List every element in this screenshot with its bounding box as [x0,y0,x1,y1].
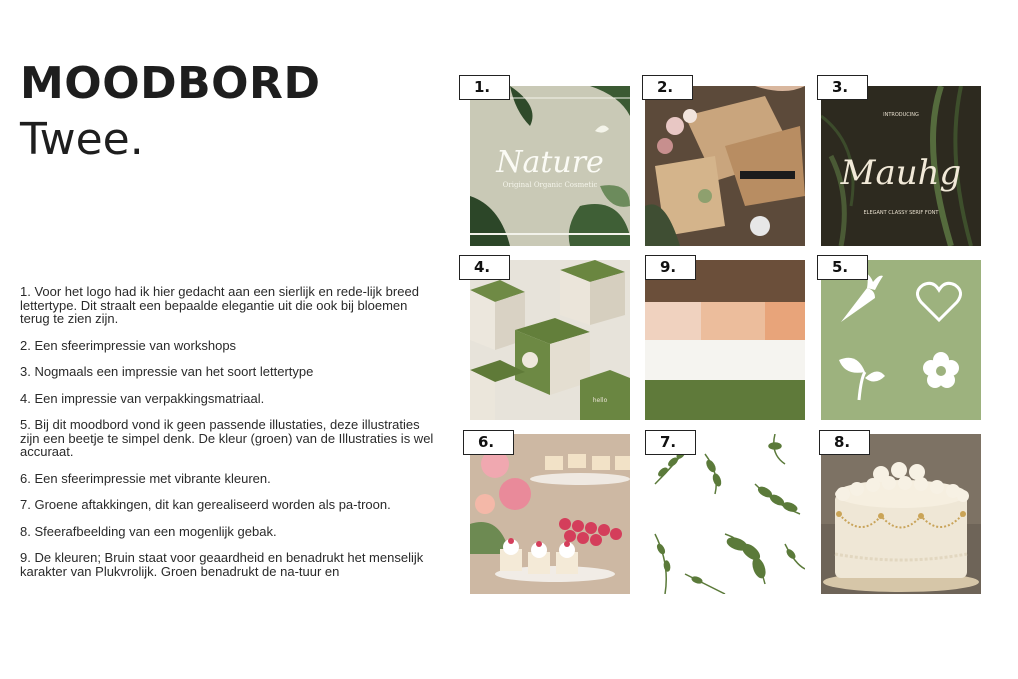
nature-logo-subtext: Original Organic Cosmetic [502,181,598,189]
note-8: 8. Sfeerafbeelding van een mogenlijk gebak. [20,523,277,539]
moodboard-image-workshop [645,86,805,246]
moodboard-image-nature-logo [470,86,630,246]
typeface-bottom-text: ELEGANT CLASSY SERIF FONT [863,210,939,216]
note-7: 7. Groene aftakkingen, dit kan gerealiseerd worden als pa-troon. [20,497,391,512]
packaging-box-text: hello [592,397,608,404]
moodboard-image-packaging [470,260,630,420]
moodboard-image-pastries [470,434,630,594]
page-title: MOODBORD [20,58,321,109]
moodboard-image-typeface [821,86,981,246]
tile-label-5: 5. [817,255,868,280]
tile-label-6: 6. [463,430,514,455]
moodboard-color-palette [645,260,805,420]
nature-logo-text: Nature [496,145,604,180]
typeface-logo-text: Mauhg [840,153,962,193]
swatch-offwhite [645,340,805,380]
swatch-peach-light [645,302,701,340]
note-3: 3. Nogmaals een impressie van het soort lettertype [20,364,314,379]
notes-list [20,285,435,591]
tile-label-1: 1. [459,75,510,100]
typeface-top-text: INTRODUCING [883,112,919,118]
swatch-peach [701,302,765,340]
note-1: 1. Voor het logo had ik hier gedacht aan een sierlijk en rede-lijk breed lettertype. Dit straalt een bepaalde elegantie uit die ook bij bloemen terug te zien zijn. [20,284,419,326]
moodboard-image-cake [821,434,981,594]
note-4: 4. Een impressie van verpakkingsmatriaal. [20,390,265,406]
note-9: 9. De kleuren; Bruin staat voor geaardheid en benadrukt het menselijk karakter van Plukvrolijk. Groen benadrukt de na-tuur en [20,550,424,579]
note-2: 2. Een sfeerimpressie van workshops [20,337,237,353]
swatch-green [645,380,805,420]
moodboard-image-illustrations [821,260,981,420]
tile-label-2: 2. [642,75,693,100]
tile-label-8: 8. [819,430,870,455]
page-subtitle: Twee. [20,114,144,165]
tile-label-3: 3. [817,75,868,100]
swatch-peach-dark [765,302,805,340]
tile-label-9: 9. [645,255,696,280]
note-5: 5. Bij dit moodbord vond ik geen passende illustaties, deze illustraties zijn een beetje te simpel denk. De kleur (groen) van de Illustraties is wel accuraat. [20,417,434,459]
tile-label-4: 4. [459,255,510,280]
moodboard-image-leaf-pattern [645,434,805,594]
tile-label-7: 7. [645,430,696,455]
note-6: 6. Een sfeerimpressie met vibrante kleuren. [20,470,271,486]
